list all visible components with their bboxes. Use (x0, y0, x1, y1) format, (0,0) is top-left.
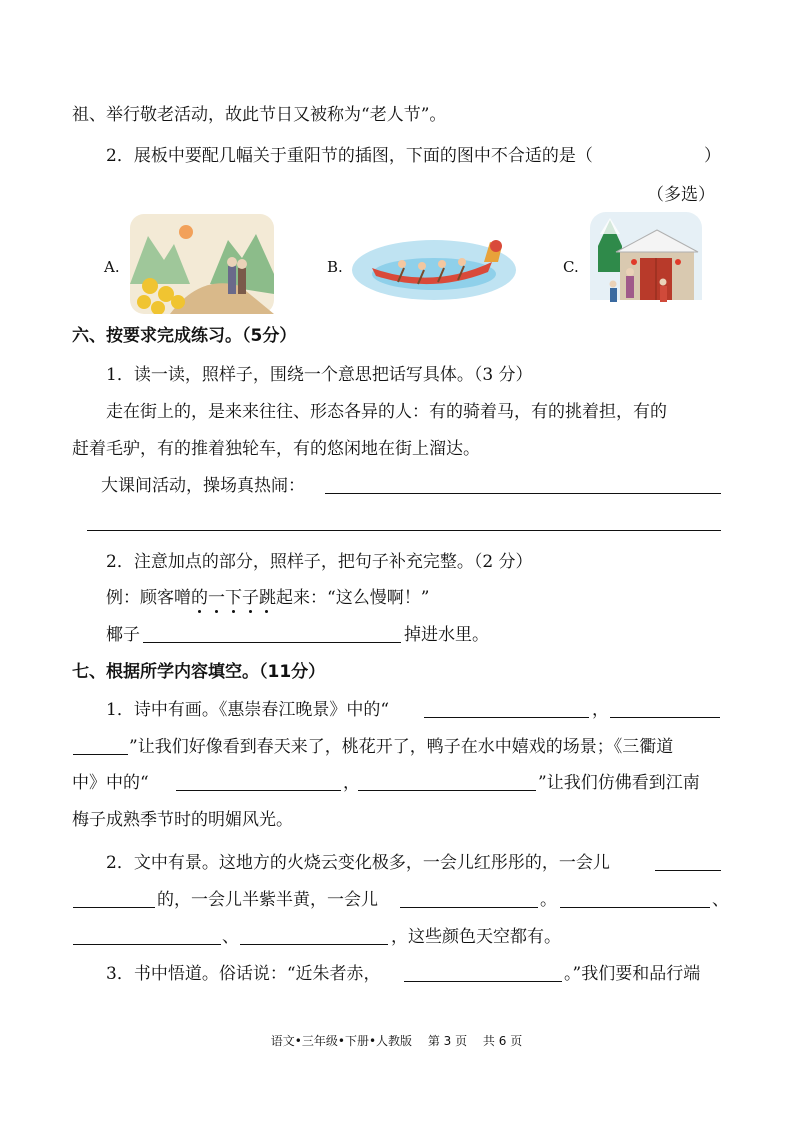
poem-blank-5[interactable] (358, 790, 536, 791)
question-2-close-paren: ） (704, 146, 721, 166)
comma: ， (343, 773, 360, 793)
section-6-q2: 2．注意加点的部分，照样子，把句子补充完整。（2 分） (106, 552, 533, 572)
cloud-blank-2[interactable] (73, 907, 155, 908)
option-c-label: C. (563, 258, 579, 276)
section-7-q2-middle: 的，一会儿半紫半黄，一会儿 (157, 890, 378, 910)
cloud-blank-1[interactable] (655, 870, 721, 871)
cloud-blank-6[interactable] (240, 944, 388, 945)
section-7-q1-start: 1．诗中有画。《惠崇春江晚景》中的“ (106, 700, 390, 720)
dragon-boat-illustration (352, 232, 516, 302)
emphasis-dot (232, 610, 235, 613)
emphasis-dot (249, 610, 252, 613)
poem-blank-1[interactable] (424, 717, 589, 718)
section-7-q1-middle: ”让我们好像看到春天来了，桃花开了，鸭子在水中嬉戏的场景；《三衢道 (129, 737, 674, 757)
emphasis-dot (215, 610, 218, 613)
section-7-q2-start: 2．文中有景。这地方的火烧云变化极多，一会儿红彤彤的，一会儿 (106, 853, 610, 873)
cloud-blank-5[interactable] (73, 944, 221, 945)
continued-text: 祖、举行敬老活动，故此节日又被称为“老人节”。 (72, 105, 447, 125)
answer-blank-2[interactable] (87, 530, 721, 531)
section-6-example-line-1: 走在街上的，是来来往往、形态各异的人：有的骑着马，有的挑着担，有的 (106, 402, 667, 422)
section-6-q1: 1．读一读，照样子，围绕一个意思把话写具体。（3 分） (106, 365, 533, 385)
section-7-q1-fourth: ”让我们仿佛看到江南 (538, 773, 700, 793)
section-7-q2-end: ，这些颜色天空都有。 (391, 927, 561, 947)
poem-blank-3[interactable] (73, 754, 128, 755)
poem-blank-2[interactable] (610, 717, 720, 718)
section-7-q1-end: 梅子成熟季节时的明媚风光。 (72, 810, 293, 830)
proverb-blank[interactable] (404, 981, 562, 982)
comma: ， (592, 700, 609, 720)
page-footer: 语文•三年级•下册•人教版 第 3 页 共 6 页 (270, 1034, 523, 1048)
elderly-mountain-illustration (130, 214, 274, 314)
cloud-blank-4[interactable] (560, 907, 710, 908)
emphasis-dot (265, 610, 268, 613)
answer-blank-1[interactable] (325, 493, 721, 494)
section-6-example-line-2: 赶着毛驴，有的推着独轮车，有的悠闲地在街上溜达。 (72, 439, 480, 459)
pause-mark: 、 (712, 890, 729, 910)
cloud-blank-3[interactable] (400, 907, 538, 908)
question-2-text: 2．展板中要配几幅关于重阳节的插图，下面的图中不合适的是（ (106, 146, 593, 166)
coconut-blank[interactable] (143, 642, 401, 643)
period: 。 (540, 890, 557, 910)
snowy-family-illustration (590, 212, 702, 316)
coconut-sentence-end: 掉进水里。 (404, 625, 489, 645)
section-7-heading: 七、根据所学内容填空。（11分） (72, 662, 326, 682)
section-6-heading: 六、按要求完成练习。（5分） (72, 326, 297, 346)
pause-mark: 、 (222, 927, 239, 947)
example-sentence: 例：顾客噌的一下子跳起来：“这么慢啊！” (106, 588, 430, 608)
section-7-q1-third: 中》中的“ (72, 773, 149, 793)
emphasis-dot (198, 610, 201, 613)
option-b-label: B. (327, 258, 343, 276)
poem-blank-4[interactable] (176, 790, 341, 791)
section-6-prompt: 大课间活动，操场真热闹： (101, 476, 305, 496)
section-7-q3-end: 。”我们要和品行端 (564, 964, 701, 984)
section-7-q3-start: 3．书中悟道。俗话说：“近朱者赤， (106, 964, 381, 984)
option-a-label: A. (104, 258, 120, 276)
coconut-sentence-start: 椰子 (106, 625, 140, 645)
multi-select-note: （多选） (647, 185, 715, 205)
